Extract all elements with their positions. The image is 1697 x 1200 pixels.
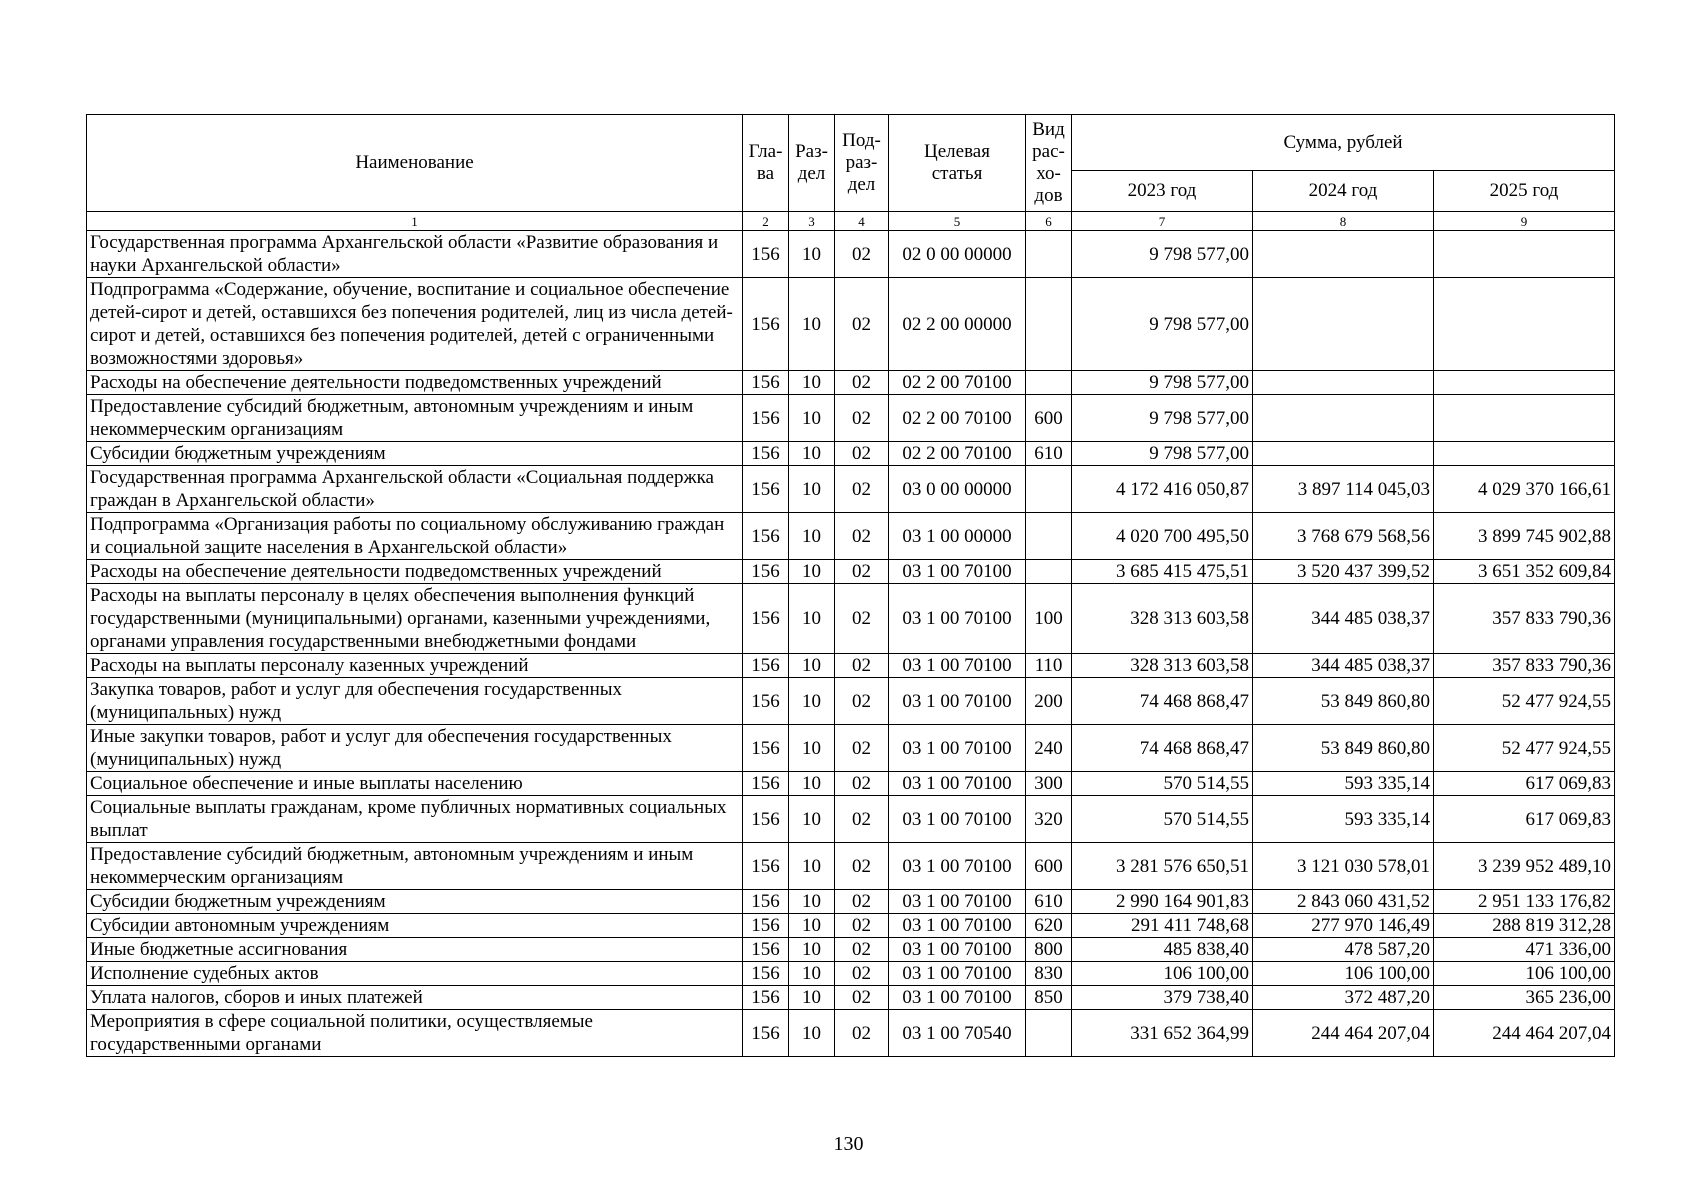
row-target: 03 1 00 70100 [889, 890, 1026, 914]
row-target: 03 1 00 70100 [889, 772, 1026, 796]
row-name: Расходы на обеспечение деятельности подведомственных учреждений [87, 371, 743, 395]
row-amount-2023: 2 990 164 901,83 [1072, 890, 1253, 914]
row-amount-2023: 74 468 868,47 [1072, 725, 1253, 772]
row-target: 02 2 00 70100 [889, 371, 1026, 395]
table-row [87, 231, 1615, 278]
table-row [87, 584, 1615, 654]
row-glava: 156 [743, 278, 789, 371]
row-amount-2025 [1434, 442, 1615, 466]
row-glava: 156 [743, 513, 789, 560]
row-amount-2023: 9 798 577,00 [1072, 442, 1253, 466]
row-target: 03 0 00 00000 [889, 466, 1026, 513]
row-glava: 156 [743, 678, 789, 725]
row-name: Государственная программа Архангельской области «Развитие образования и науки Архангельской области» [87, 231, 743, 278]
row-amount-2023: 3 685 415 475,51 [1072, 560, 1253, 584]
row-amount-2025: 288 819 312,28 [1434, 914, 1615, 938]
row-amount-2025: 52 477 924,55 [1434, 725, 1615, 772]
row-glava: 156 [743, 843, 789, 890]
row-amount-2025: 3 899 745 902,88 [1434, 513, 1615, 560]
row-razdel: 10 [789, 371, 835, 395]
table-row [87, 1010, 1615, 1057]
row-glava: 156 [743, 395, 789, 442]
row-podrazdel: 02 [835, 796, 889, 843]
row-razdel: 10 [789, 772, 835, 796]
row-glava: 156 [743, 654, 789, 678]
table-row [87, 371, 1615, 395]
row-amount-2024 [1253, 278, 1434, 371]
row-razdel: 10 [789, 560, 835, 584]
table-row [87, 466, 1615, 513]
row-name: Расходы на выплаты персоналу казенных учреждений [87, 654, 743, 678]
row-amount-2024: 53 849 860,80 [1253, 678, 1434, 725]
table-row [87, 962, 1615, 986]
row-vid: 600 [1026, 395, 1072, 442]
row-podrazdel: 02 [835, 560, 889, 584]
row-glava: 156 [743, 725, 789, 772]
row-amount-2025: 365 236,00 [1434, 986, 1615, 1010]
row-amount-2025: 617 069,83 [1434, 796, 1615, 843]
row-podrazdel: 02 [835, 1010, 889, 1057]
column-number-row [87, 212, 1615, 231]
row-target: 03 1 00 70100 [889, 962, 1026, 986]
row-target: 03 1 00 70100 [889, 986, 1026, 1010]
row-name: Исполнение судебных актов [87, 962, 743, 986]
column-number: 6 [1026, 212, 1072, 231]
row-amount-2025: 2 951 133 176,82 [1434, 890, 1615, 914]
row-name: Предоставление субсидий бюджетным, автономным учреждениям и иным некоммерческим организациям [87, 843, 743, 890]
row-amount-2025: 3 239 952 489,10 [1434, 843, 1615, 890]
row-name: Субсидии бюджетным учреждениям [87, 890, 743, 914]
row-name: Подпрограмма «Содержание, обучение, воспитание и социальное обеспечение детей-сирот и детей, оставшихся без попечения родителей, лиц из числа детей-сирот и детей, оставшихся без попечения родителей, детей с ограниченными возможностями здоровья» [87, 278, 743, 371]
row-amount-2025: 106 100,00 [1434, 962, 1615, 986]
header-target: Целевая статья [889, 115, 1026, 212]
row-target: 03 1 00 70540 [889, 1010, 1026, 1057]
row-vid: 800 [1026, 938, 1072, 962]
row-name: Закупка товаров, работ и услуг для обеспечения государственных (муниципальных) нужд [87, 678, 743, 725]
row-podrazdel: 02 [835, 772, 889, 796]
row-amount-2025: 471 336,00 [1434, 938, 1615, 962]
row-amount-2025: 52 477 924,55 [1434, 678, 1615, 725]
row-amount-2023: 291 411 748,68 [1072, 914, 1253, 938]
column-number: 7 [1072, 212, 1253, 231]
row-target: 03 1 00 70100 [889, 560, 1026, 584]
row-glava: 156 [743, 914, 789, 938]
row-podrazdel: 02 [835, 278, 889, 371]
row-vid: 100 [1026, 584, 1072, 654]
row-amount-2024: 3 121 030 578,01 [1253, 843, 1434, 890]
row-amount-2023: 9 798 577,00 [1072, 278, 1253, 371]
row-amount-2025: 3 651 352 609,84 [1434, 560, 1615, 584]
row-amount-2024: 244 464 207,04 [1253, 1010, 1434, 1057]
row-name: Субсидии бюджетным учреждениям [87, 442, 743, 466]
row-target: 02 0 00 00000 [889, 231, 1026, 278]
row-vid [1026, 513, 1072, 560]
table-row [87, 678, 1615, 725]
row-glava: 156 [743, 986, 789, 1010]
row-amount-2023: 570 514,55 [1072, 796, 1253, 843]
row-target: 03 1 00 70100 [889, 654, 1026, 678]
row-name: Социальное обеспечение и иные выплаты населению [87, 772, 743, 796]
table-row [87, 278, 1615, 371]
row-razdel: 10 [789, 678, 835, 725]
table-row [87, 914, 1615, 938]
header-2023: 2023 год [1072, 171, 1253, 212]
column-number: 3 [789, 212, 835, 231]
row-amount-2024: 593 335,14 [1253, 796, 1434, 843]
row-podrazdel: 02 [835, 654, 889, 678]
row-amount-2023: 9 798 577,00 [1072, 395, 1253, 442]
row-name: Уплата налогов, сборов и иных платежей [87, 986, 743, 1010]
column-number: 8 [1253, 212, 1434, 231]
row-podrazdel: 02 [835, 914, 889, 938]
row-glava: 156 [743, 231, 789, 278]
row-amount-2025: 357 833 790,36 [1434, 654, 1615, 678]
row-razdel: 10 [789, 584, 835, 654]
row-amount-2023: 4 020 700 495,50 [1072, 513, 1253, 560]
row-podrazdel: 02 [835, 962, 889, 986]
row-amount-2024: 3 768 679 568,56 [1253, 513, 1434, 560]
row-razdel: 10 [789, 938, 835, 962]
row-razdel: 10 [789, 890, 835, 914]
row-razdel: 10 [789, 395, 835, 442]
row-vid: 300 [1026, 772, 1072, 796]
row-vid: 610 [1026, 442, 1072, 466]
row-amount-2023: 4 172 416 050,87 [1072, 466, 1253, 513]
table-row [87, 843, 1615, 890]
row-name: Подпрограмма «Организация работы по социальному обслуживанию граждан и социальной защите населения в Архангельской области» [87, 513, 743, 560]
row-amount-2024: 478 587,20 [1253, 938, 1434, 962]
row-podrazdel: 02 [835, 890, 889, 914]
table-row [87, 938, 1615, 962]
row-glava: 156 [743, 1010, 789, 1057]
header-name: Наименование [87, 115, 743, 212]
row-name: Расходы на обеспечение деятельности подведомственных учреждений [87, 560, 743, 584]
row-amount-2023: 74 468 868,47 [1072, 678, 1253, 725]
row-razdel: 10 [789, 654, 835, 678]
row-amount-2023: 328 313 603,58 [1072, 584, 1253, 654]
row-vid: 240 [1026, 725, 1072, 772]
table-row [87, 986, 1615, 1010]
row-podrazdel: 02 [835, 986, 889, 1010]
row-podrazdel: 02 [835, 584, 889, 654]
row-target: 02 2 00 00000 [889, 278, 1026, 371]
row-podrazdel: 02 [835, 395, 889, 442]
row-name: Социальные выплаты гражданам, кроме публичных нормативных социальных выплат [87, 796, 743, 843]
row-amount-2024: 106 100,00 [1253, 962, 1434, 986]
row-name: Мероприятия в сфере социальной политики, осуществляемые государственными органами [87, 1010, 743, 1057]
row-amount-2023: 379 738,40 [1072, 986, 1253, 1010]
row-amount-2025: 357 833 790,36 [1434, 584, 1615, 654]
row-name: Государственная программа Архангельской области «Социальная поддержка граждан в Архангельской области» [87, 466, 743, 513]
row-razdel: 10 [789, 278, 835, 371]
column-number: 5 [889, 212, 1026, 231]
row-amount-2024: 372 487,20 [1253, 986, 1434, 1010]
row-podrazdel: 02 [835, 513, 889, 560]
header-razdel: Раз- дел [789, 115, 835, 212]
row-amount-2024 [1253, 371, 1434, 395]
row-name: Предоставление субсидий бюджетным, автономным учреждениям и иным некоммерческим организациям [87, 395, 743, 442]
column-number: 4 [835, 212, 889, 231]
row-amount-2023: 331 652 364,99 [1072, 1010, 1253, 1057]
row-target: 03 1 00 70100 [889, 938, 1026, 962]
column-number: 9 [1434, 212, 1615, 231]
row-name: Субсидии автономным учреждениям [87, 914, 743, 938]
row-glava: 156 [743, 890, 789, 914]
row-vid: 610 [1026, 890, 1072, 914]
table-row [87, 772, 1615, 796]
row-vid: 850 [1026, 986, 1072, 1010]
row-podrazdel: 02 [835, 843, 889, 890]
row-glava: 156 [743, 938, 789, 962]
row-razdel: 10 [789, 466, 835, 513]
row-name: Иные закупки товаров, работ и услуг для обеспечения государственных (муниципальных) нужд [87, 725, 743, 772]
row-name: Расходы на выплаты персоналу в целях обеспечения выполнения функций государственными (муниципальными) органами, казенными учреждениями, органами управления государственными внебюджетными фондами [87, 584, 743, 654]
row-razdel: 10 [789, 986, 835, 1010]
table-row [87, 560, 1615, 584]
row-amount-2023: 9 798 577,00 [1072, 371, 1253, 395]
row-amount-2025 [1434, 278, 1615, 371]
header-sum: Сумма, рублей [1072, 115, 1615, 171]
row-vid [1026, 466, 1072, 513]
row-glava: 156 [743, 584, 789, 654]
row-podrazdel: 02 [835, 678, 889, 725]
row-target: 03 1 00 70100 [889, 678, 1026, 725]
row-glava: 156 [743, 560, 789, 584]
row-vid: 110 [1026, 654, 1072, 678]
row-target: 03 1 00 70100 [889, 584, 1026, 654]
row-glava: 156 [743, 442, 789, 466]
row-amount-2024: 2 843 060 431,52 [1253, 890, 1434, 914]
row-vid [1026, 560, 1072, 584]
row-target: 03 1 00 70100 [889, 843, 1026, 890]
row-razdel: 10 [789, 442, 835, 466]
row-target: 02 2 00 70100 [889, 442, 1026, 466]
column-number: 1 [87, 212, 743, 231]
row-razdel: 10 [789, 843, 835, 890]
row-amount-2024 [1253, 231, 1434, 278]
row-amount-2025: 4 029 370 166,61 [1434, 466, 1615, 513]
row-vid: 200 [1026, 678, 1072, 725]
table-body [87, 231, 1615, 1057]
table-row [87, 654, 1615, 678]
table-row [87, 796, 1615, 843]
row-amount-2023: 570 514,55 [1072, 772, 1253, 796]
row-podrazdel: 02 [835, 231, 889, 278]
row-amount-2024: 344 485 038,37 [1253, 654, 1434, 678]
row-amount-2025 [1434, 371, 1615, 395]
row-amount-2023: 106 100,00 [1072, 962, 1253, 986]
row-glava: 156 [743, 796, 789, 843]
row-vid [1026, 371, 1072, 395]
row-glava: 156 [743, 466, 789, 513]
table-row [87, 442, 1615, 466]
row-razdel: 10 [789, 1010, 835, 1057]
row-podrazdel: 02 [835, 466, 889, 513]
row-name: Иные бюджетные ассигнования [87, 938, 743, 962]
table-row [87, 890, 1615, 914]
row-razdel: 10 [789, 796, 835, 843]
row-amount-2024 [1253, 442, 1434, 466]
row-amount-2025 [1434, 231, 1615, 278]
header-glava: Гла- ва [743, 115, 789, 212]
row-amount-2024: 53 849 860,80 [1253, 725, 1434, 772]
row-vid: 830 [1026, 962, 1072, 986]
row-podrazdel: 02 [835, 725, 889, 772]
row-amount-2024: 344 485 038,37 [1253, 584, 1434, 654]
row-amount-2024: 3 520 437 399,52 [1253, 560, 1434, 584]
table-row [87, 395, 1615, 442]
row-target: 03 1 00 70100 [889, 914, 1026, 938]
row-target: 03 1 00 00000 [889, 513, 1026, 560]
page-number: 130 [833, 1133, 864, 1155]
row-razdel: 10 [789, 513, 835, 560]
header-2025: 2025 год [1434, 171, 1615, 212]
column-number: 2 [743, 212, 789, 231]
row-podrazdel: 02 [835, 442, 889, 466]
table-row [87, 513, 1615, 560]
row-glava: 156 [743, 772, 789, 796]
row-target: 02 2 00 70100 [889, 395, 1026, 442]
row-target: 03 1 00 70100 [889, 796, 1026, 843]
row-amount-2023: 485 838,40 [1072, 938, 1253, 962]
header-2024: 2024 год [1253, 171, 1434, 212]
row-razdel: 10 [789, 962, 835, 986]
row-amount-2023: 3 281 576 650,51 [1072, 843, 1253, 890]
row-vid [1026, 231, 1072, 278]
row-razdel: 10 [789, 725, 835, 772]
row-amount-2024: 3 897 114 045,03 [1253, 466, 1434, 513]
row-amount-2025: 617 069,83 [1434, 772, 1615, 796]
row-vid [1026, 1010, 1072, 1057]
row-target: 03 1 00 70100 [889, 725, 1026, 772]
row-amount-2024: 277 970 146,49 [1253, 914, 1434, 938]
budget-table [86, 114, 1615, 1057]
row-amount-2024 [1253, 395, 1434, 442]
row-vid: 600 [1026, 843, 1072, 890]
header-podrazdel: Под- раз- дел [835, 115, 889, 212]
row-vid: 620 [1026, 914, 1072, 938]
row-amount-2025: 244 464 207,04 [1434, 1010, 1615, 1057]
row-razdel: 10 [789, 231, 835, 278]
table-row [87, 725, 1615, 772]
row-amount-2025 [1434, 395, 1615, 442]
row-vid: 320 [1026, 796, 1072, 843]
row-amount-2023: 328 313 603,58 [1072, 654, 1253, 678]
row-razdel: 10 [789, 914, 835, 938]
row-glava: 156 [743, 962, 789, 986]
row-glava: 156 [743, 371, 789, 395]
row-amount-2024: 593 335,14 [1253, 772, 1434, 796]
row-vid [1026, 278, 1072, 371]
row-podrazdel: 02 [835, 371, 889, 395]
header-vid: Вид рас- хо- дов [1026, 115, 1072, 212]
row-podrazdel: 02 [835, 938, 889, 962]
row-amount-2023: 9 798 577,00 [1072, 231, 1253, 278]
